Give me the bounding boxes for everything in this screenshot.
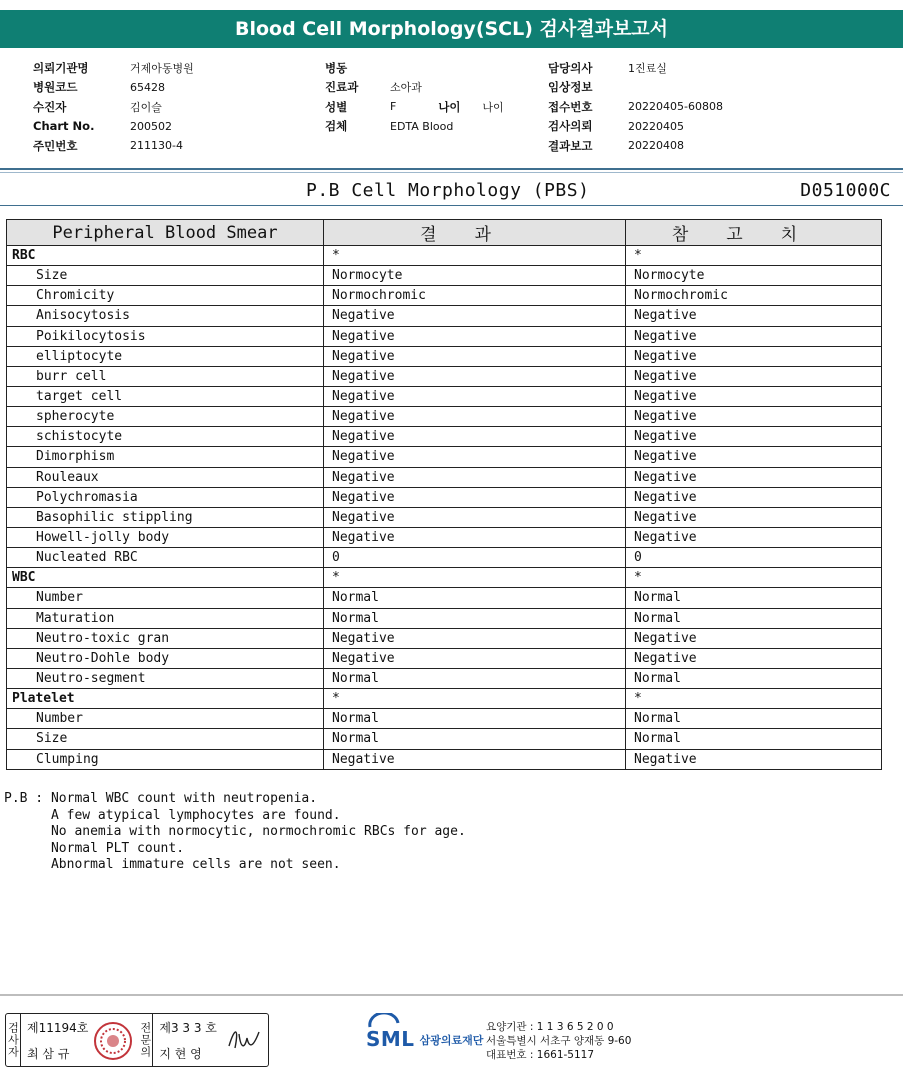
table-row [7,447,882,467]
header-field-specimen: 검체 EDTA Blood [325,119,454,134]
test-name: spherocyte [7,407,324,427]
table-row [7,346,882,366]
result-value: Negative [324,447,626,467]
test-name: Clumping [7,749,324,769]
header-field: 검사의뢰 20220405 [548,119,684,134]
test-name: burr cell [7,366,324,386]
sml-arc-icon [366,1013,402,1041]
test-name: Neutro-segment [7,668,324,688]
table-section-row [7,689,882,709]
specialist-name: 지 현 영 [159,1046,202,1061]
contact-line: 서울특별시 서초구 양재동 9-60 [486,1035,632,1047]
result-value: Negative [324,306,626,326]
column-header-test: Peripheral Blood Smear [7,220,324,246]
table-row [7,467,882,487]
reference-value: 0 [626,548,882,568]
reference-value: * [626,246,882,266]
contact-info [486,1020,631,1062]
table-section-row [7,246,882,266]
table-row [7,507,882,527]
test-name: Size [7,266,324,286]
reference-value: Normocyte [626,266,882,286]
table-row [7,306,882,326]
reference-value: Normal [626,608,882,628]
table-row [7,487,882,507]
reference-value: Negative [626,447,882,467]
reference-value: Negative [626,467,882,487]
result-value: * [324,689,626,709]
table-row [7,548,882,568]
test-name: Nucleated RBC [7,548,324,568]
reference-value: Normochromic [626,286,882,306]
result-value: Normal [324,709,626,729]
note-text: A few atypical lymphocytes are found. [50,807,341,823]
test-name: Platelet [7,689,324,709]
reference-value: Negative [626,346,882,366]
footer-divider [0,994,903,996]
result-value: Negative [324,427,626,447]
table-row [7,709,882,729]
examiner-license: 제11194호 [27,1020,89,1035]
report-subtitle: P.B Cell Morphology (PBS) [306,180,590,201]
result-value: Negative [324,386,626,406]
header-column-1 [33,58,194,156]
result-value: Normal [324,729,626,749]
reference-value: * [626,568,882,588]
reference-value: Negative [626,527,882,547]
result-value: 0 [324,548,626,568]
note-text: No anemia with normocytic, normochromic RBCs for age. [50,824,466,839]
test-name: RBC [7,246,324,266]
pbs-table [6,219,882,770]
signature-box [5,1013,269,1067]
result-value: Negative [324,628,626,648]
table-header-row [7,220,882,246]
reference-value: Negative [626,427,882,447]
test-name: Anisocytosis [7,306,324,326]
table-row [7,608,882,628]
result-value: Negative [324,366,626,386]
result-value: Normal [324,608,626,628]
header-field-dept: 진료과 소아과 [325,80,422,95]
divider [0,168,903,170]
header-field: 병원코드 65428 [33,80,165,95]
test-name: Number [7,709,324,729]
result-value: Negative [324,326,626,346]
contact-line: 대표번호 : 1661-5117 [486,1049,595,1061]
specialist-license: 제3 3 3 호 [159,1020,217,1035]
table-row [7,749,882,769]
result-value: Negative [324,648,626,668]
examiner-name: 최 삼 규 [27,1046,70,1061]
result-value: Normocyte [324,266,626,286]
reference-value: Negative [626,507,882,527]
note-text: Normal PLT count. [50,840,185,856]
seal-mark [99,1027,127,1055]
divider [0,172,903,173]
column-header-result: 결과 [324,220,626,246]
examiner-label: 검사자 [6,1014,21,1066]
table-row [7,527,882,547]
reference-value: Negative [626,628,882,648]
test-name: Polychromasia [7,487,324,507]
table-row [7,286,882,306]
test-name: schistocyte [7,427,324,447]
header-field-sex-age: 성별 F 나이 나이 [325,99,504,114]
note-prefix: P.B : [4,791,51,806]
header-field: 임상정보 [548,80,593,95]
header-field: 결과보고 20220408 [548,138,684,153]
test-name: Howell-jolly body [7,527,324,547]
reference-value: Negative [626,326,882,346]
test-name: WBC [7,568,324,588]
test-name: Neutro-Dohle body [7,648,324,668]
examiner-info [21,1014,88,1066]
seal-icon [94,1022,132,1060]
table-row [7,588,882,608]
reference-value: Normal [626,588,882,608]
table-row [7,266,882,286]
test-name: Neutro-toxic gran [7,628,324,648]
result-value: * [324,568,626,588]
test-name: Maturation [7,608,324,628]
test-name: Rouleaux [7,467,324,487]
header-field: 수진자 김이슬 [33,99,162,114]
specialist-label: 전문의 [138,1014,153,1066]
specialist-info [153,1014,217,1066]
note-line [4,824,466,841]
result-value: Negative [324,407,626,427]
reference-value: Normal [626,668,882,688]
reference-value: * [626,689,882,709]
test-name: Size [7,729,324,749]
contact-line: 요양기관 : 1 1 3 6 5 2 0 0 [486,1021,614,1033]
table-body [7,246,882,770]
table-row [7,386,882,406]
result-value: Negative [324,749,626,769]
note-text: Normal WBC count with neutropenia. [50,791,318,806]
sml-logo-text: SML [366,1027,415,1051]
header-field: 접수번호 20220405-60808 [548,99,723,114]
interpretation-notes [4,791,466,874]
header-field: Chart No. 200502 [33,119,172,134]
divider [0,205,903,206]
sml-logo [366,1019,483,1051]
result-value: Negative [324,346,626,366]
result-value: Normal [324,588,626,608]
header-column-3 [548,58,723,156]
note-line [4,791,466,808]
header-field: 담당의사 1진료실 [548,60,667,75]
test-name: Poikilocytosis [7,326,324,346]
reference-value: Negative [626,306,882,326]
result-value: Normochromic [324,286,626,306]
reference-value: Negative [626,386,882,406]
result-value: Negative [324,467,626,487]
column-header-reference: 참고치 [626,220,882,246]
note-line [4,808,466,825]
result-value: Negative [324,527,626,547]
reference-value: Negative [626,366,882,386]
table-row [7,729,882,749]
test-name: Chromicity [7,286,324,306]
result-value: Negative [324,507,626,527]
table-row [7,628,882,648]
header-field: 의뢰기관명 거제아동병원 [33,60,194,75]
table-row [7,407,882,427]
test-name: elliptocyte [7,346,324,366]
report-code: D051000C [800,180,891,201]
note-line [4,857,466,874]
note-line [4,841,466,858]
table-row [7,668,882,688]
result-value: Negative [324,487,626,507]
test-name: target cell [7,386,324,406]
reference-value: Negative [626,648,882,668]
reference-value: Negative [626,749,882,769]
reference-value: Normal [626,729,882,749]
report-title: Blood Cell Morphology(SCL) 검사결과보고서 [234,18,669,40]
result-value: Normal [324,668,626,688]
header-field: 주민번호 211130-4 [33,138,183,153]
signature-icon [225,1024,265,1066]
reference-value: Negative [626,407,882,427]
reference-value: Normal [626,709,882,729]
test-name: Basophilic stippling [7,507,324,527]
test-name: Number [7,588,324,608]
table-row [7,648,882,668]
reference-value: Negative [626,487,882,507]
test-name: Dimorphism [7,447,324,467]
table-row [7,366,882,386]
table-row [7,326,882,346]
org-name: 삼광의료재단 [419,1034,484,1047]
report-title-bar [0,10,903,48]
table-row [7,427,882,447]
note-text: Abnormal immature cells are not seen. [50,857,341,872]
result-value: * [324,246,626,266]
table-section-row [7,568,882,588]
header-column-2 [325,58,504,136]
header-field-ward: 병동 [325,60,348,75]
